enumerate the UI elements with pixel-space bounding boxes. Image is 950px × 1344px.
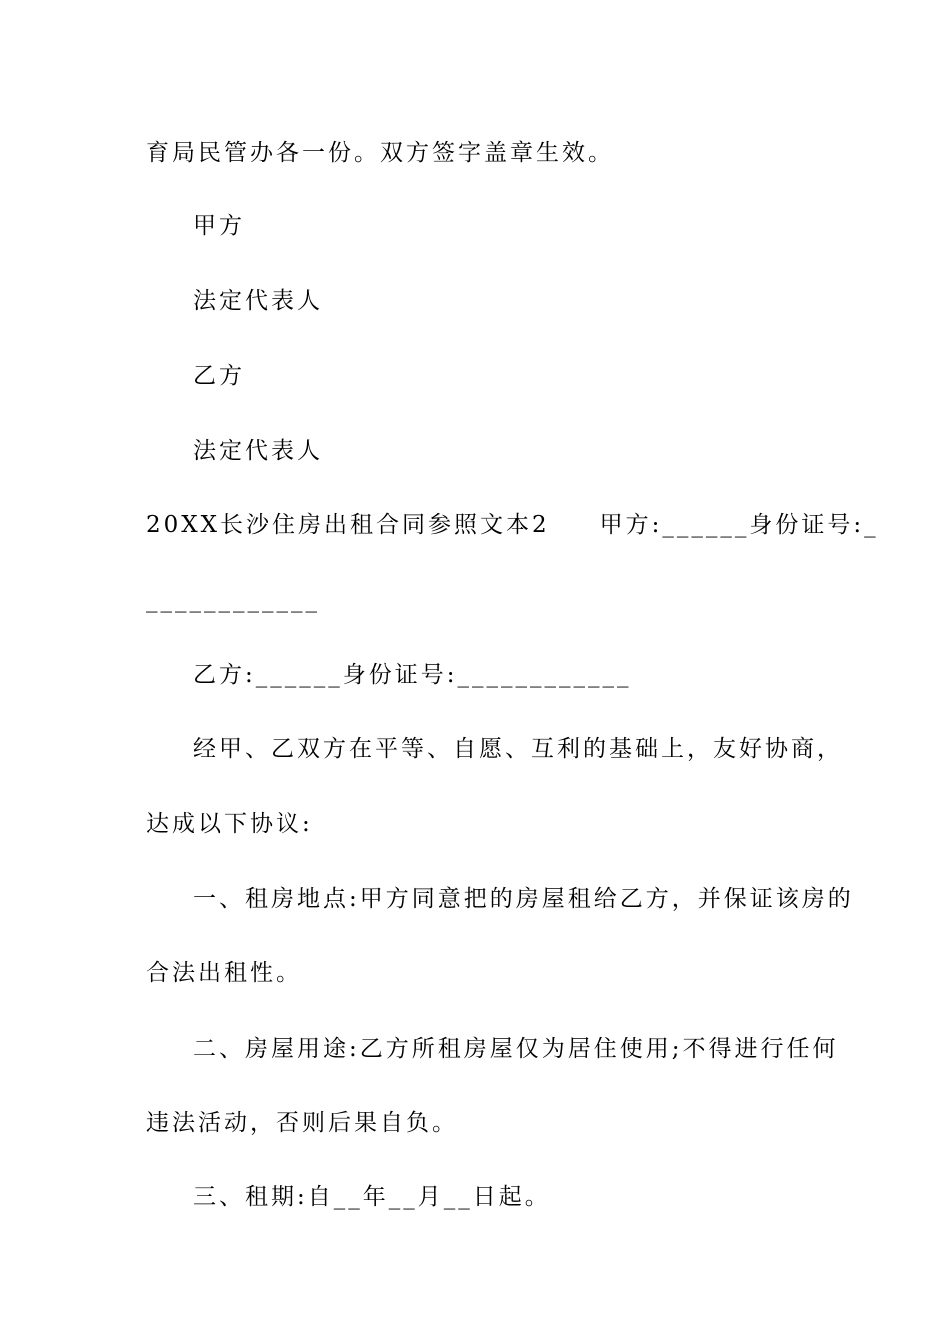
- legal-representative-label: 法定代表人: [193, 438, 323, 464]
- clause-1-continuation: 合法出租性。: [146, 960, 302, 986]
- party-a-id-line: 甲方:______身份证号:_: [599, 512, 879, 538]
- paragraph-line: 育局民管办各一份。双方签字盖章生效。: [146, 140, 614, 166]
- clause-1-line: 一、租房地点:甲方同意把的房屋租给乙方，并保证该房的: [193, 886, 854, 912]
- party-a-label: 甲方: [193, 213, 245, 239]
- party-b-label: 乙方: [193, 363, 245, 389]
- paragraph-line: 达成以下协议:: [146, 811, 313, 837]
- legal-representative-label: 法定代表人: [193, 288, 323, 314]
- contract-title: 20XX长沙住房出租合同参照文本2: [146, 512, 550, 538]
- paragraph-line: 经甲、乙双方在平等、自愿、互利的基础上，友好协商，: [193, 736, 843, 762]
- party-b-id-line: 乙方:______身份证号:____________: [193, 662, 632, 688]
- clause-3-line: 三、租期:自__年__月__日起。: [193, 1184, 551, 1210]
- blank-underline: ____________: [146, 587, 320, 613]
- clause-2-line: 二、房屋用途:乙方所租房屋仅为居住使用;不得进行任何: [193, 1036, 839, 1062]
- contract-title-line: [146, 510, 879, 540]
- clause-2-continuation: 违法活动，否则后果自负。: [146, 1110, 458, 1136]
